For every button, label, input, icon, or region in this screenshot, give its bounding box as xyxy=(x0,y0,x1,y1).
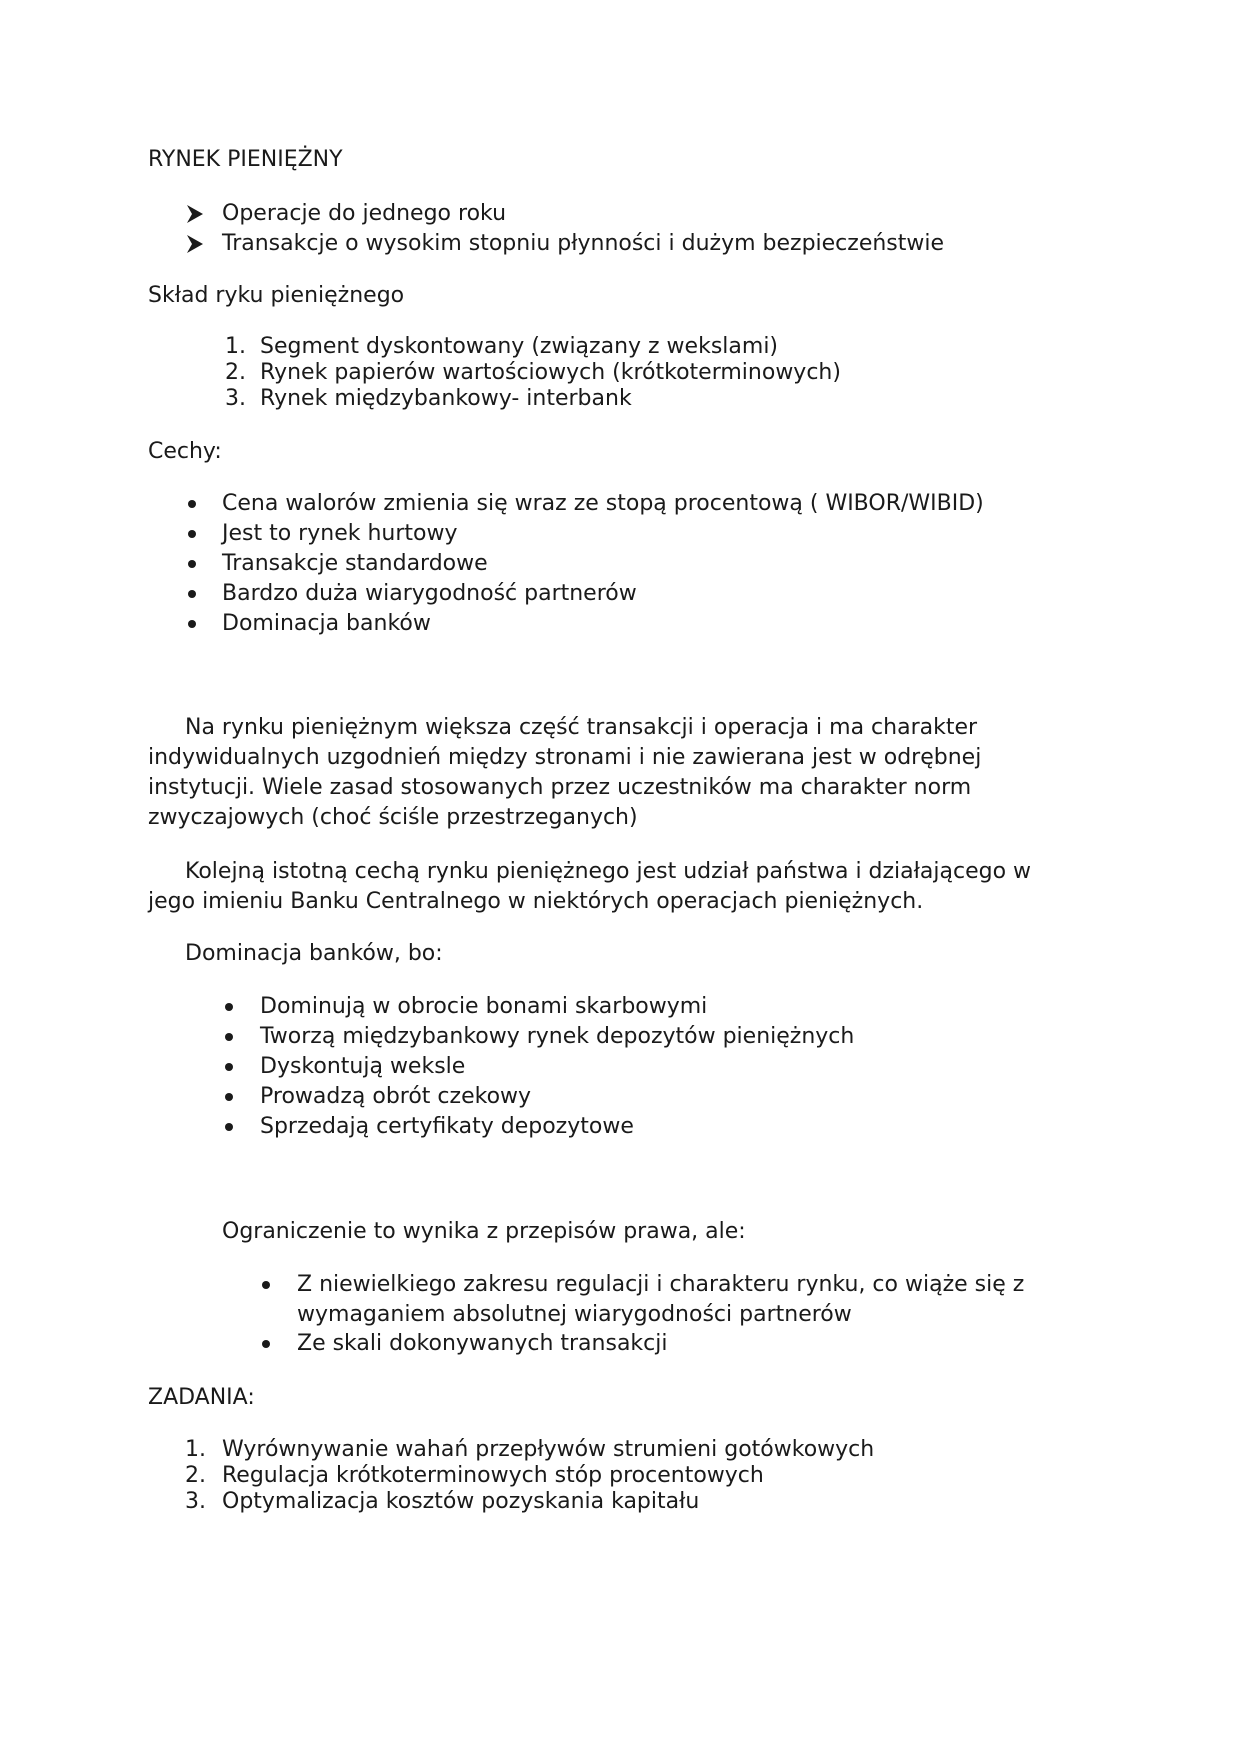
composition-item: Rynek międzybankowy- interbank xyxy=(260,386,632,411)
bullet-dot-icon xyxy=(188,620,196,628)
features-heading: Cechy: xyxy=(148,439,222,464)
task-item: Optymalizacja kosztów pozyskania kapitału xyxy=(222,1489,700,1514)
bullet-dot-icon xyxy=(225,1123,233,1131)
list-number: 2. xyxy=(185,1463,206,1488)
arrow-bullet-icon xyxy=(186,204,204,224)
bullet-dot-icon xyxy=(225,1033,233,1041)
feature-item: Dominacja banków xyxy=(222,611,431,636)
list-number: 1. xyxy=(185,1437,206,1462)
bullet-dot-icon xyxy=(225,1093,233,1101)
paragraph-line: jego imieniu Banku Centralnego w niektórych operacjach pieniężnych. xyxy=(148,889,924,914)
paragraph-line: instytucji. Wiele zasad stosowanych przez uczestników ma charakter norm xyxy=(148,775,972,800)
bank-item: Tworzą międzybankowy rynek depozytów pieniężnych xyxy=(260,1024,855,1049)
feature-item: Cena walorów zmienia się wraz ze stopą procentową ( WIBOR/WIBID) xyxy=(222,491,984,516)
list-number: 1. xyxy=(225,334,246,359)
paragraph-line: Kolejną istotną cechą rynku pieniężnego jest udział państwa i działającego w xyxy=(185,859,1032,884)
bullet-dot-icon xyxy=(188,500,196,508)
feature-item: Jest to rynek hurtowy xyxy=(222,521,458,546)
list-number: 3. xyxy=(185,1489,206,1514)
paragraph-line: indywidualnych uzgodnień między stronami i nie zawierana jest w odrębnej xyxy=(148,745,982,770)
bank-item: Dyskontują weksle xyxy=(260,1054,466,1079)
limitation-item: Z niewielkiego zakresu regulacji i charakteru rynku, co wiąże się z xyxy=(297,1272,1025,1297)
composition-item: Rynek papierów wartościowych (krótkoterminowych) xyxy=(260,360,841,385)
intro-point: Operacje do jednego roku xyxy=(222,201,507,226)
bank-item: Prowadzą obrót czekowy xyxy=(260,1084,532,1109)
limitation-heading: Ograniczenie to wynika z przepisów prawa, ale: xyxy=(222,1219,746,1244)
bank-item: Dominują w obrocie bonami skarbowymi xyxy=(260,994,708,1019)
document-title: RYNEK PIENIĘŻNY xyxy=(148,147,343,172)
paragraph-line: zwyczajowych (choć ściśle przestrzeganych) xyxy=(148,805,638,830)
task-item: Wyrównywanie wahań przepływów strumieni gotówkowych xyxy=(222,1437,875,1462)
limitation-item-continuation: wymaganiem absolutnej wiarygodności partnerów xyxy=(297,1302,852,1327)
intro-point: Transakcje o wysokim stopniu płynności i dużym bezpieczeństwie xyxy=(222,231,945,256)
bullet-dot-icon xyxy=(188,560,196,568)
list-number: 2. xyxy=(225,360,246,385)
composition-item: Segment dyskontowany (związany z wekslami) xyxy=(260,334,779,359)
tasks-heading: ZADANIA: xyxy=(148,1385,255,1410)
arrow-bullet-icon xyxy=(186,234,204,254)
bullet-dot-icon xyxy=(262,1281,270,1289)
list-number: 3. xyxy=(225,386,246,411)
bullet-dot-icon xyxy=(188,590,196,598)
bullet-dot-icon xyxy=(188,530,196,538)
bullet-dot-icon xyxy=(225,1003,233,1011)
paragraph-line: Na rynku pieniężnym większa część transakcji i operacja i ma charakter xyxy=(185,715,978,740)
composition-heading: Skład ryku pieniężnego xyxy=(148,283,405,308)
feature-item: Bardzo duża wiarygodność partnerów xyxy=(222,581,637,606)
task-item: Regulacja krótkoterminowych stóp procentowych xyxy=(222,1463,764,1488)
bullet-dot-icon xyxy=(262,1340,270,1348)
bullet-dot-icon xyxy=(225,1063,233,1071)
banks-heading: Dominacja banków, bo: xyxy=(185,941,443,966)
bank-item: Sprzedają certyfikaty depozytowe xyxy=(260,1114,634,1139)
feature-item: Transakcje standardowe xyxy=(222,551,488,576)
limitation-item: Ze skali dokonywanych transakcji xyxy=(297,1331,668,1356)
